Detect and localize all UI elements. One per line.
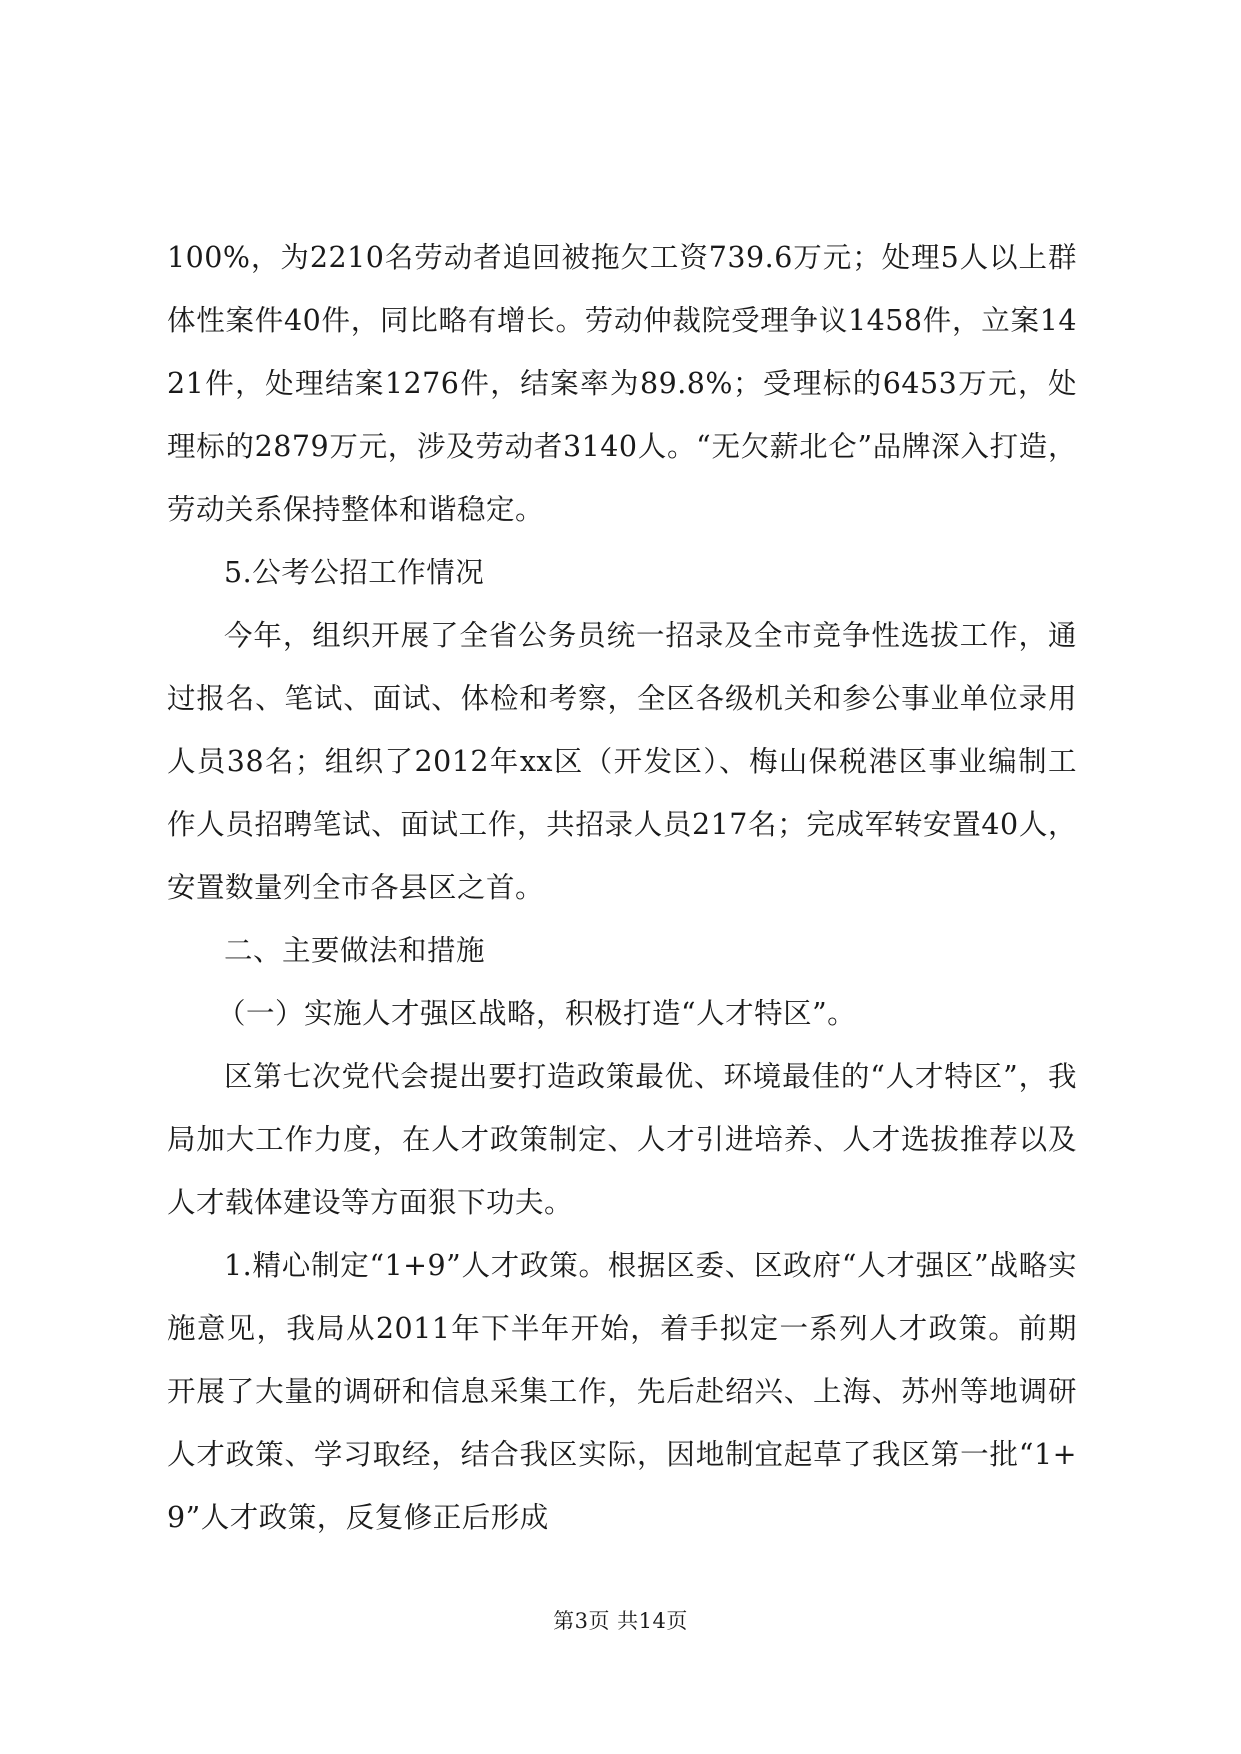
page-footer: 第3页 共14页 (553, 1609, 688, 1633)
section-heading-main-measures: 二、主要做法和措施 (224, 934, 486, 967)
sub-heading-talent-strategy: （一）实施人才强区战略，积极打造“人才特区”。 (217, 997, 857, 1030)
document-body (167, 226, 1077, 1549)
paragraph-labor-disputes: 100%，为2210名劳动者追回被拖欠工资739.6万元；处理5人以上群体性案件40件，同比略有增长。劳动仲裁院受理争议1458件，立案1421件，处理结案1276件，结案率为89.8%；受理标的6453万元，处理标的2879万元，涉及劳动者3140人。“无欠薪北仑”品牌深入打造，劳动关系保持整体和谐稳定。 (167, 241, 1077, 526)
paragraph-talent-zone: 区第七次党代会提出要打造政策最优、环境最佳的“人才特区”，我局加大工作力度，在人才政策制定、人才引进培养、人才选拔推荐以及人才载体建设等方面狠下功夫。 (167, 1060, 1077, 1219)
paragraph-recruitment: 今年，组织开展了全省公务员统一招录及全市竞争性选拔工作，通过报名、笔试、面试、体检和考察，全区各级机关和参公事业单位录用人员38名；组织了2012年xx区（开发区）、梅山保税港区事业编制工作人员招聘笔试、面试工作，共招录人员217名；完成军转安置40人，安置数量列全市各县区之首。 (167, 619, 1077, 904)
section-heading-civil-service-recruitment: 5.公考公招工作情况 (224, 556, 485, 589)
paragraph-talent-policy: 1.精心制定“1+9”人才政策。根据区委、区政府“人才强区”战略实施意见，我局从2011年下半年开始，着手拟定一系列人才政策。前期开展了大量的调研和信息采集工作，先后赴绍兴、上海、苏州等地调研人才政策、学习取经，结合我区实际，因地制宜起草了我区第一批“1+9”人才政策，反复修正后形成 (167, 1249, 1077, 1534)
